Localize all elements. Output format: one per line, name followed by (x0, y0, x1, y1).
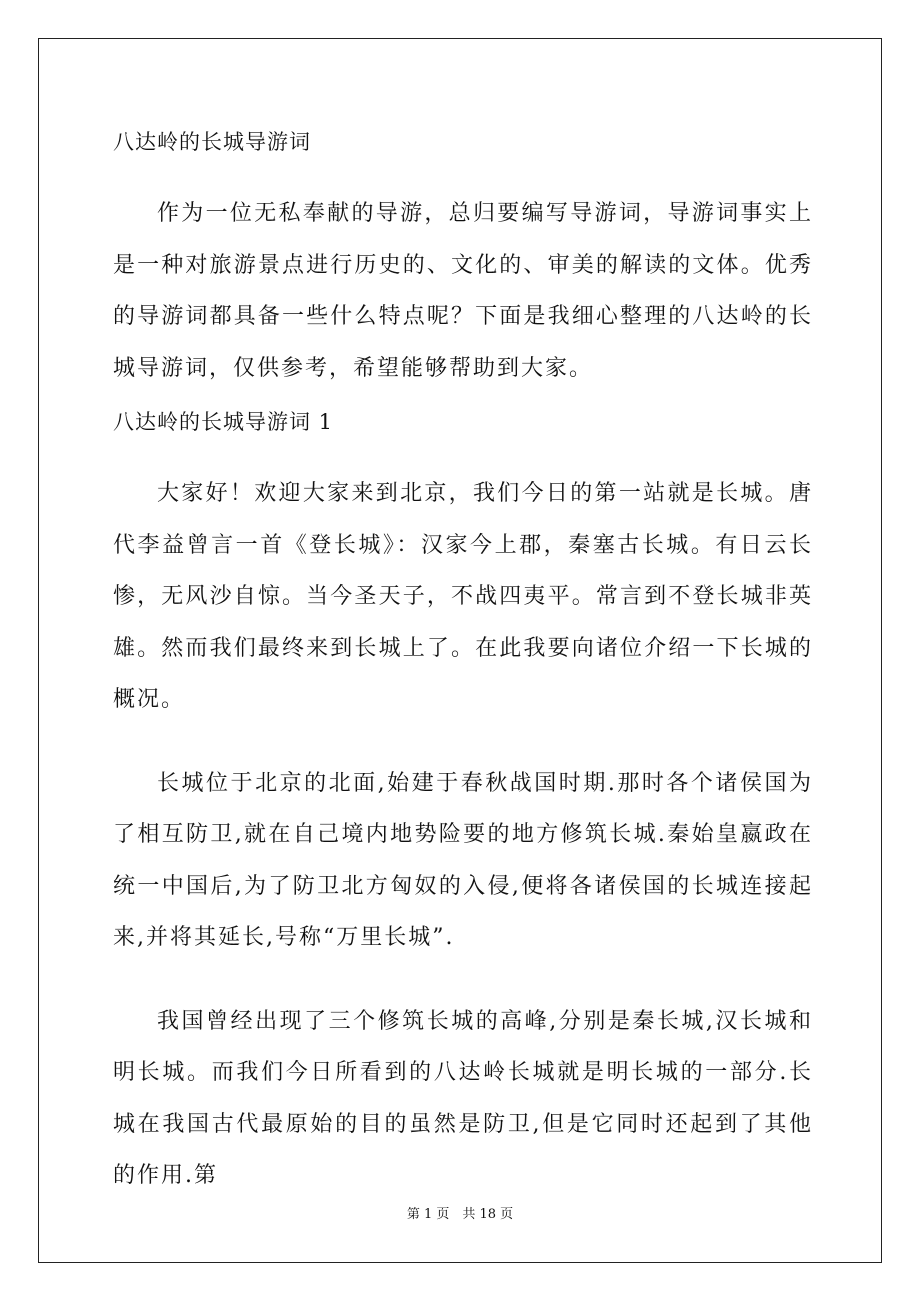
intro-paragraph: 作为一位无私奉献的导游，总归要编写导游词，导游词事实上是一种对旅游景点进行历史的、文化的、审美的解读的文体。优秀的导游词都具备一些什么特点呢？下面是我细心整理的八达岭的长城导游词，仅供参考，希望能够帮助到大家。 (113, 201, 813, 381)
body-paragraph: 长城位于北京的北面,始建于春秋战国时期.那时各个诸侯国为了相互防卫,就在自己境内地势险要的地方修筑长城.秦始皇嬴政在统一中国后,为了防卫北方匈奴的入侵,便将各诸侯国的长城连接起来,并将其延长,号称“万里长城”. (113, 770, 813, 950)
section-title: 八达岭的长城导游词 1 (113, 410, 334, 434)
document-body (113, 122, 813, 1202)
page-number-footer: 第 1 页 共 18 页 (406, 1207, 514, 1222)
body-paragraph: 大家好！欢迎大家来到北京，我们今日的第一站就是长城。唐代李益曾言一首《登长城》：汉家今上郡，秦塞古长城。有日云长惨，无风沙自惊。当今圣天子，不战四夷平。常言到不登长城非英雄。然而我们最终来到长城上了。在此我要向诸位介绍一下长城的概况。 (113, 481, 813, 712)
body-paragraph: 我国曾经出现了三个修筑长城的高峰,分别是秦长城,汉长城和明长城。而我们今日所看到的八达岭长城就是明长城的一部分.长城在我国古代最原始的目的虽然是防卫,但是它同时还起到了其他的作用.第 (113, 1008, 813, 1188)
document-title: 八达岭的长城导游词 (113, 130, 311, 154)
